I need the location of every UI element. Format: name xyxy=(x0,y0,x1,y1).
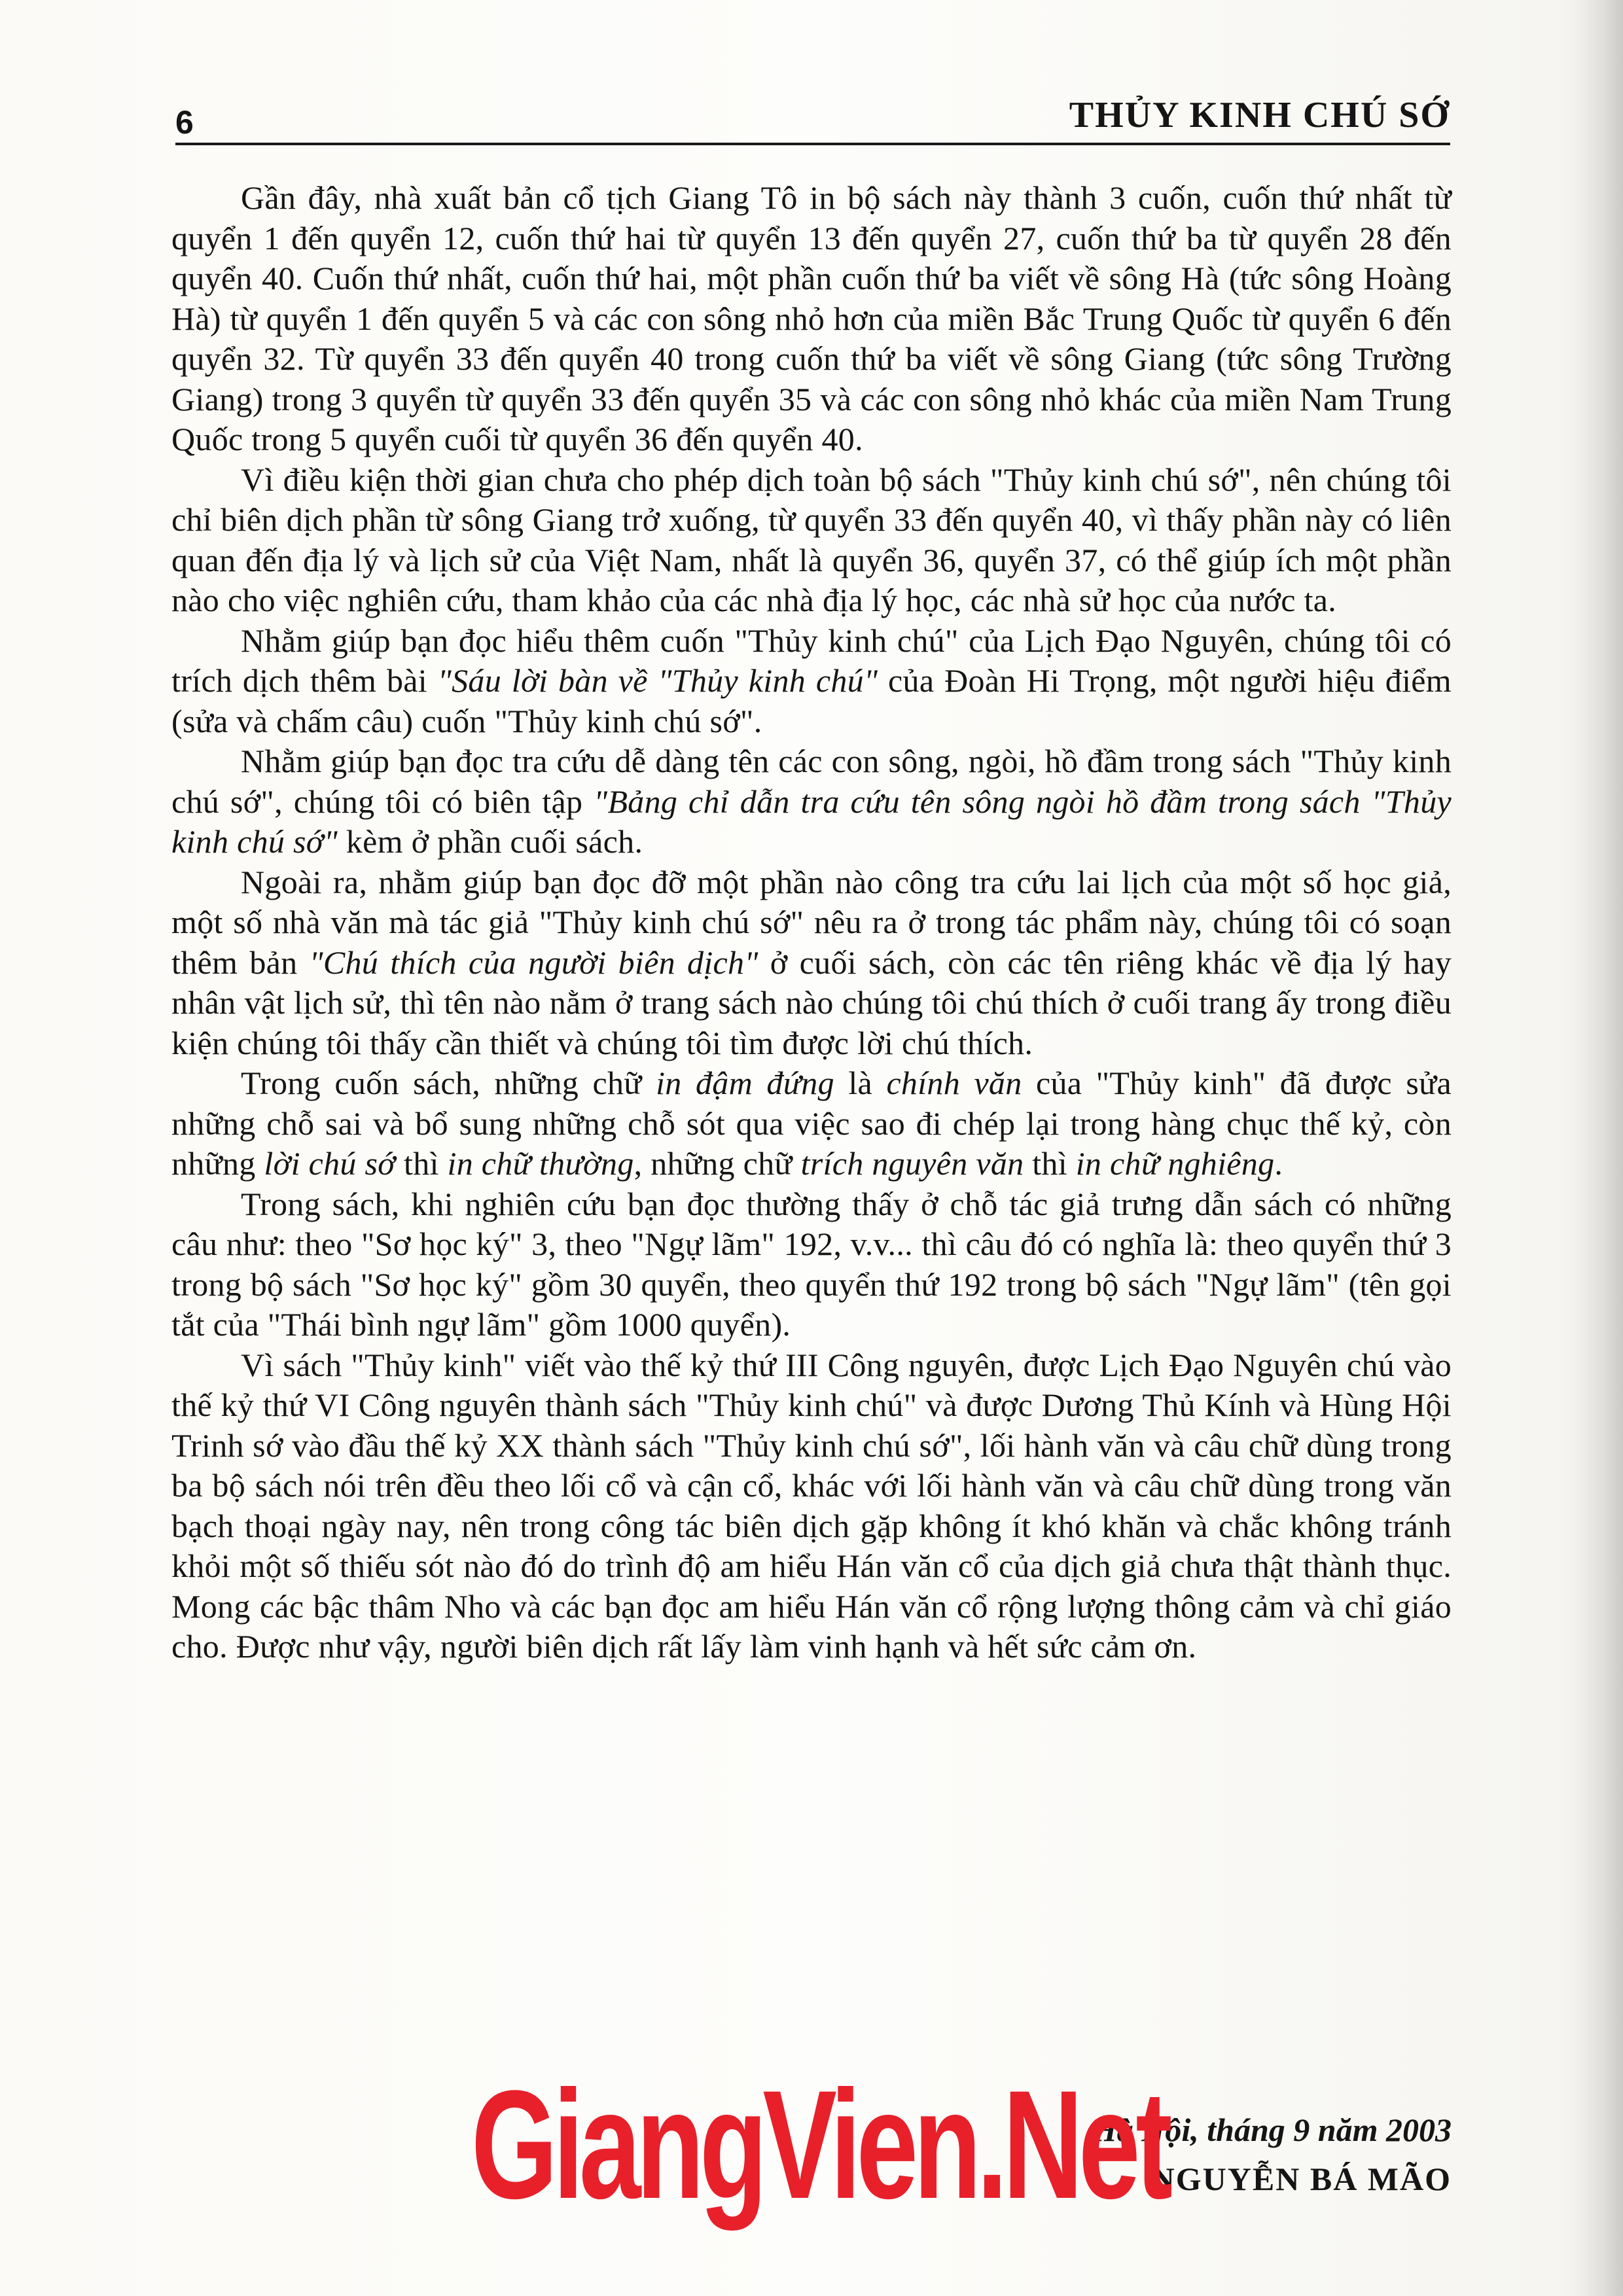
paragraph-4-italic-title: "Bảng chỉ dẫn tra cứu tên sông ngòi hồ đầm trong sách "Thủy kinh chú sớ" xyxy=(171,783,1452,860)
body-text xyxy=(171,178,1452,1667)
paragraph-8: Vì sách "Thủy kinh" viết vào thế kỷ thứ III Công nguyên, được Lịch Đạo Nguyên chú vào thế kỷ thứ VI Công nguyên thành sách "Thủy kinh chú" và được Dương Thủ Kính và Hùng Hội Trinh sớ vào đầu thế kỷ XX thành sách "Thủy kinh chú sớ", lối hành văn và câu chữ dùng trong ba bộ sách nói trên đều theo lối cổ và cận cổ, khác với lối hành văn và câu chữ dùng trong văn bạch thoại ngày nay, nên trong công tác biên dịch gặp không ít khó khăn và chắc không tránh khỏi một số thiếu sót nào đó do trình độ am hiểu Hán văn cổ của dịch giả chưa thật thành thục. Mong các bậc thâm Nho và các bạn đọc am hiểu Hán văn cổ rộng lượng thông cảm và chỉ giáo cho. Được như vậy, người biên dịch rất lấy làm vinh hạnh và hết sức cảm ơn. xyxy=(171,1346,1452,1665)
paragraph-3-text: Nhằm giúp bạn đọc hiểu thêm cuốn "Thủy kinh chú" của Lịch Đạo Nguyên, chúng tôi có trích dịch thêm bài xyxy=(171,622,1452,699)
paragraph-6-text-a: Trong cuốn sách, những chữ xyxy=(241,1065,656,1101)
page-edge-shadow xyxy=(1577,0,1623,2296)
paragraph-4 xyxy=(171,741,1452,862)
paragraph-3-text-end: của Đoàn Hi Trọng, một người hiệu điểm (sửa và chấm câu) cuốn "Thủy kinh chú sớ". xyxy=(171,662,1452,739)
paragraph-6-italic-f: lời chú sớ xyxy=(264,1145,396,1182)
paragraph-7: Trong sách, khi nghiên cứu bạn đọc thường thấy ở chỗ tác giả trưng dẫn sách có những câu như: theo "Sơ học ký" 3, theo "Ngự lãm" 192, v.v... thì câu đó có nghĩa là: theo quyển thứ 3 trong bộ sách "Sơ học ký" gồm 30 quyển, theo quyển thứ 192 trong bộ sách "Ngự lãm" (tên gọi tắt của "Thái bình ngự lãm" gồm 1000 quyển). xyxy=(171,1185,1452,1343)
paragraph-6-italic-d: chính văn xyxy=(886,1065,1022,1101)
running-title: THỦY KINH CHÚ SỚ xyxy=(1069,95,1450,135)
paragraph-6-text-i: , những chữ xyxy=(633,1145,801,1182)
paragraph-6-italic-b: in đậm đứng xyxy=(656,1065,834,1101)
paragraph-6-italic-h: in chữ thường xyxy=(447,1145,634,1182)
page-header xyxy=(175,85,1450,150)
paragraph-5 xyxy=(171,862,1452,1064)
paragraph-6-italic-j: trích nguyên văn xyxy=(800,1145,1024,1182)
paragraph-1: Gần đây, nhà xuất bản cổ tịch Giang Tô in bộ sách này thành 3 cuốn, cuốn thứ nhất từ quyển 1 đến quyển 12, cuốn thứ hai từ quyển 13 đến quyển 27, cuốn thứ ba từ quyển 28 đến quyển 40. Cuốn thứ nhất, cuốn thứ hai, một phần cuốn thứ ba viết về sông Hà (tức sông Hoàng Hà) từ quyển 1 đến quyển 5 và các con sông nhỏ hơn của miền Bắc Trung Quốc từ quyển 6 đến quyển 32. Từ quyển 33 đến quyển 40 trong cuốn thứ ba viết về sông Giang (tức sông Trường Giang) trong 3 quyển từ quyển 33 đến quyển 35 và các con sông nhỏ khác của miền Nam Trung Quốc trong 5 quyển cuối từ quyển 36 đến quyển 40. xyxy=(171,179,1452,457)
paragraph-6-italic-l: in chữ nghiêng xyxy=(1075,1145,1275,1182)
paragraph-5-text: Ngoài ra, nhằm giúp bạn đọc đỡ một phần nào công tra cứu lai lịch của một số học giả, một số nhà văn mà tác giả "Thủy kinh chú sớ" nêu ra ở trong tác phẩm này, chúng tôi có soạn thêm bản xyxy=(171,863,1452,981)
paragraph-3 xyxy=(171,621,1452,742)
paragraph-4-text: Nhằm giúp bạn đọc tra cứu dễ dàng tên các con sông, ngòi, hồ đầm trong sách "Thủy kinh chú sớ", chúng tôi có biên tập xyxy=(171,743,1452,820)
paragraph-5-italic-title: "Chú thích của người biên dịch" xyxy=(309,944,758,981)
paragraph-6 xyxy=(171,1063,1452,1184)
paragraph-6-text-g: thì xyxy=(395,1145,448,1182)
paragraph-3-italic-title: "Sáu lời bàn về "Thủy kinh chú" xyxy=(437,662,878,699)
paragraph-6-text-k: thì xyxy=(1024,1145,1076,1182)
watermark-logo: GiangVien.Net xyxy=(471,2058,1168,2231)
page-number: 6 xyxy=(175,104,194,141)
header-rule xyxy=(175,143,1450,145)
paragraph-4-text-end: kèm ở phần cuối sách. xyxy=(338,823,643,860)
paragraph-6-text-c: là xyxy=(834,1065,887,1101)
paragraph-2: Vì điều kiện thời gian chưa cho phép dịch toàn bộ sách "Thủy kinh chú sớ", nên chúng tôi chỉ biên dịch phần từ sông Giang trở xuống, từ quyển 33 đến quyển 40, vì thấy phần này có liên quan đến địa lý và lịch sử của Việt Nam, nhất là quyển 36, quyển 37, có thể giúp ích một phần nào cho việc nghiên cứu, tham khảo của các nhà địa lý học, các nhà sử học của nước ta. xyxy=(171,461,1452,618)
paragraph-6-text-e: của "Thủy kinh" đã được sửa những chỗ sai và bổ sung những chỗ sót qua việc sao đi chép lại trong hàng chục thế kỷ, còn những xyxy=(171,1065,1452,1182)
paragraph-5-text-end: ở cuối sách, còn các tên riêng khác về địa lý hay nhân vật lịch sử, thì tên nào nằm ở trang sách nào chúng tôi chú thích ở cuối trang ấy trong điều kiện chúng tôi thấy cần thiết và chúng tôi tìm được lời chú thích. xyxy=(171,944,1452,1061)
signature-date: Hà Nội, tháng 9 năm 2003 xyxy=(1091,2111,1452,2148)
paragraph-6-text-m: . xyxy=(1274,1145,1283,1182)
signature-name: NGUYỄN BÁ MÃO xyxy=(1150,2161,1452,2197)
